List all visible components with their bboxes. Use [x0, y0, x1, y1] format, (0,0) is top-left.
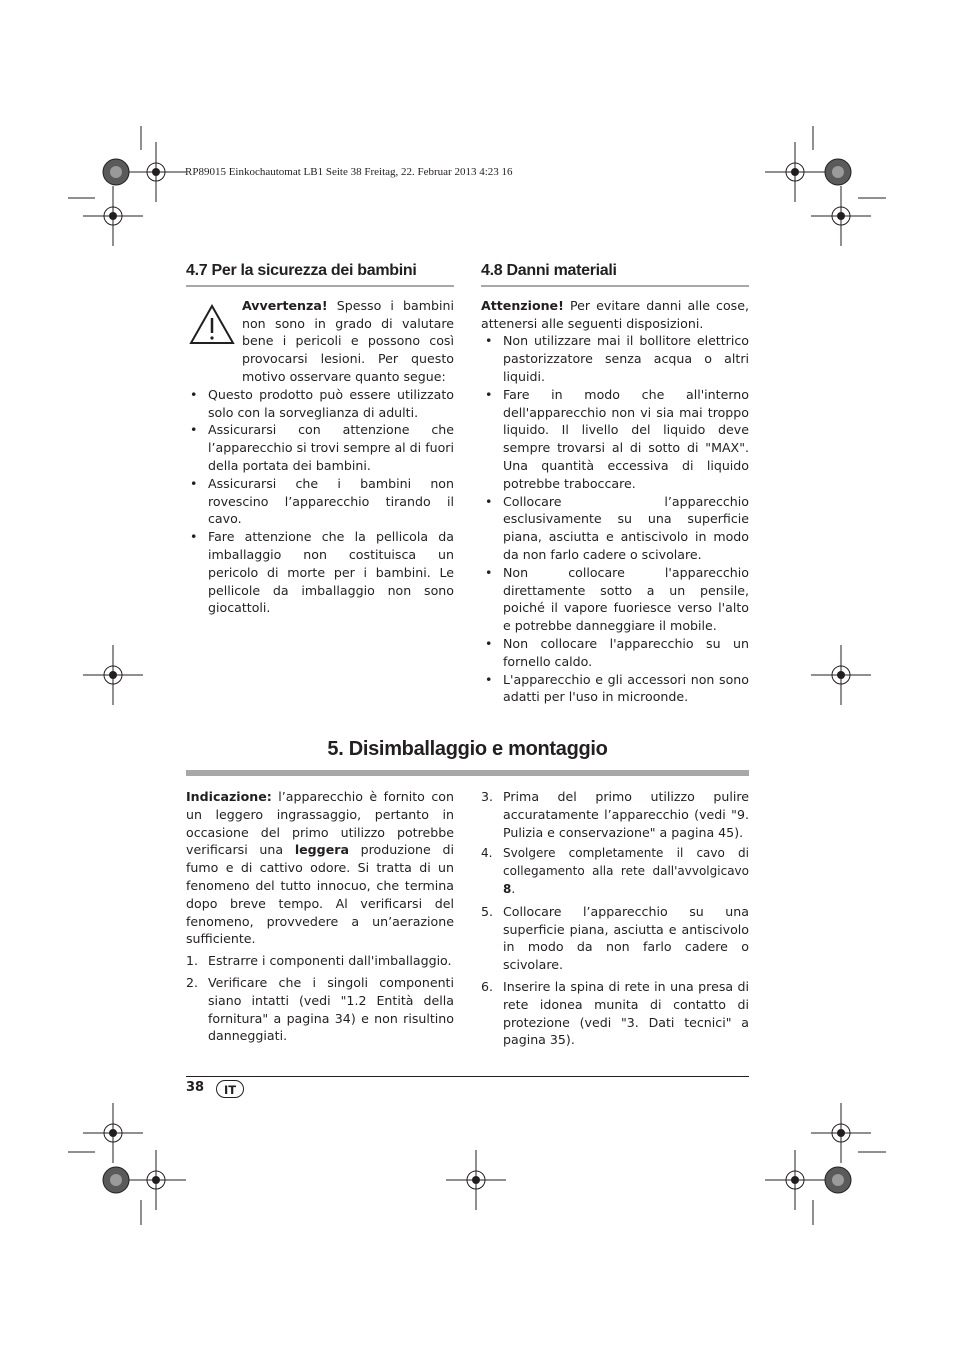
note-text: produzione di fumo e di cattivo odore. Si tratta di un fenomeno del tutto innocuo, che termina dopo breve tempo. Al verificarsi del fenomeno, provvedere a un’aerazione sufficiente.: [186, 842, 454, 947]
list-item: • Non collocare l'apparecchio su un fornello caldo.: [481, 635, 749, 671]
warning-text: Spesso i bambini non sono in grado di valutare bene i pericoli e possono così provocarsi lesioni. Per questo motivo osservare quanto segue:: [242, 297, 454, 384]
list-item: [186, 952, 454, 970]
list-item: [481, 788, 749, 841]
step-text-end: .: [511, 881, 516, 896]
list-item: • Questo prodotto può essere utilizzato solo con la sorveglianza di adulti.: [186, 386, 454, 422]
list-item: • Assicurarsi che i bambini non rovescino l’apparecchio tirando il cavo.: [186, 475, 454, 528]
page-number: 38: [186, 1080, 205, 1095]
list-item: • Fare attenzione che la pellicola da imballaggio non costituisca un pericolo di morte per i bambini. Le pellicole da imballaggio non sono giocattoli.: [186, 528, 454, 617]
caution-text: Per evitare danni alle cose, attenersi alle seguenti disposizioni.: [481, 297, 749, 331]
section-5-heading: [186, 738, 749, 776]
section-5-title: 5. Disimballaggio e montaggio: [327, 738, 608, 760]
list-item: [481, 845, 749, 898]
material-damage-list: [481, 332, 749, 706]
list-item: • Non utilizzare mai il bollitore elettrico pastorizzatore senza acqua o altri liquidi.: [481, 332, 749, 385]
step-text: Inserire la spina di rete in una presa di rete idonea munita di contatto di protezione (vedi "3. Dati tecnici" a pagina 35).: [503, 978, 749, 1048]
section-5-left: [186, 788, 454, 1049]
child-safety-list: [186, 386, 454, 617]
part-number: 8: [503, 881, 512, 896]
print-header: RP89015 Einkochautomat LB1 Seite 38 Freitag, 22. Februar 2013 4:23 16: [185, 166, 513, 178]
list-item: • Assicurarsi con attenzione che l’apparecchio si trovi sempre al di fuori della portata dei bambini.: [186, 421, 454, 474]
list-item: • Fare in modo che all'interno dell'apparecchio non vi sia mai troppo liquido. Il livello del liquido deve sempre trovarsi al di sotto di "MAX". Una quantità eccessiva di liquido potrebbe traboccare.: [481, 386, 749, 493]
warning-label: Avvertenza!: [242, 297, 328, 313]
section-4-7-title: 4.7 Per la sicurezza dei bambini: [186, 262, 454, 287]
step-text: Svolgere completamente il cavo di collegamento alla rete dall'avvolgicavo: [503, 846, 749, 879]
note-bold: leggera: [294, 842, 349, 858]
list-item: [186, 974, 454, 1045]
list-item: [481, 978, 749, 1049]
warning-block: [186, 297, 454, 386]
step-number: 1.: [186, 953, 199, 969]
steps-list-right: [481, 788, 749, 1049]
step-number: 3.: [481, 789, 494, 804]
list-item: • Collocare l’apparecchio esclusivamente su una superficie piana, asciutta e antiscivolo in modo da non farlo cadere o scivolare.: [481, 493, 749, 564]
steps-list-left: [186, 952, 454, 1045]
step-number: 6.: [481, 978, 494, 994]
step-number: 5.: [481, 903, 494, 919]
section-4-8: [481, 262, 749, 706]
step-text: Verificare che i singoli componenti siano intatti (vedi "1.2 Entità della fornitura" a pagina 34) e non risultino danneggiati.: [208, 974, 454, 1044]
section-4-7: [186, 262, 454, 617]
section-5-right: [481, 788, 749, 1053]
list-item: • L'apparecchio e gli accessori non sono adatti per l'uso in microonde.: [481, 671, 749, 707]
note-label: Indicazione:: [186, 789, 272, 804]
section-5-rule: [186, 770, 749, 776]
step-text: Prima del primo utilizzo pulire accuratamente l’apparecchio (vedi "9. Pulizia e conservazione" a pagina 45).: [503, 789, 749, 840]
caution-label: Attenzione!: [481, 297, 564, 313]
list-item: • Non collocare l'apparecchio direttamente sotto a un pensile, poiché il vapore fuoriesce verso l'alto e potrebbe danneggiare il mobile.: [481, 564, 749, 635]
step-number: 2.: [186, 974, 199, 990]
footer-rule: [186, 1076, 749, 1077]
list-item: [481, 903, 749, 974]
section-4-8-title: 4.8 Danni materiali: [481, 262, 749, 287]
step-text: Estrarre i componenti dall'imballaggio.: [208, 953, 452, 969]
step-number: 4.: [481, 846, 493, 861]
step-text: Collocare l’apparecchio su una superficie piana, asciutta e antiscivolo in modo da non farlo cadere o scivolare.: [503, 903, 749, 973]
warning-triangle-icon: [189, 304, 235, 345]
note-text: l’apparecchio è fornito con un leggero ingrassaggio, pertanto in occasione del primo utilizzo potrebbe verificarsi una: [186, 789, 454, 858]
language-badge: IT: [216, 1080, 244, 1098]
